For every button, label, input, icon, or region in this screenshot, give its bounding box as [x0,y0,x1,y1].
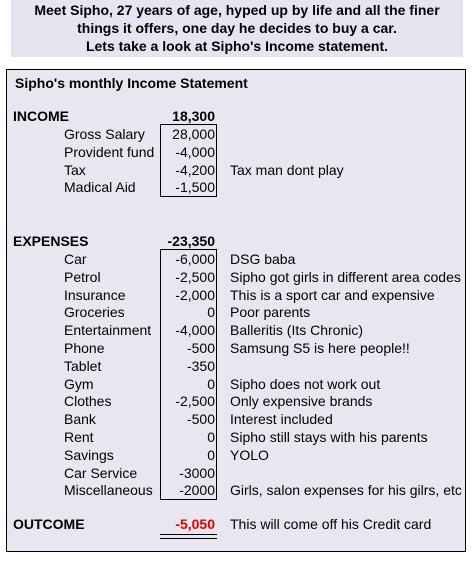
income-row-value: -4,000 [175,143,215,160]
expenses-row-comment: Only expensive brands [230,393,373,410]
expenses-row-value: -500 [186,340,215,356]
income-heading: INCOME [13,108,69,124]
expenses-row-value: -350 [186,357,215,374]
intro-line-2: things it offers, one day he decides to buy a car. [77,20,397,36]
income-row-value: 28,000 [172,126,215,142]
expenses-row-value: -500 [186,411,215,428]
intro-line-1: Meet Sipho, 27 years of age, hyped up by life and all the finer [34,2,440,18]
expenses-row-label: Miscellaneous [64,482,153,499]
expenses-row-value: -2,500 [175,393,215,410]
income-row-label: Gross Salary [64,126,145,142]
income-row-label: Tax [64,161,86,178]
expenses-row-value: 0 [207,446,215,463]
expenses-row-label: Groceries [64,304,125,321]
income-row-comment: Tax man dont play [230,161,344,178]
income-row-value: -1,500 [175,179,215,196]
expenses-row-value: -2000 [179,482,215,499]
outcome-comment: This will come off his Credit card [230,516,432,532]
expenses-row-label: Gym [64,375,94,392]
expenses-row-value: 0 [207,304,215,321]
expenses-row-value: -2,000 [175,286,215,303]
outcome-double-underline [160,534,217,539]
expenses-row-label: Entertainment [64,322,152,339]
expenses-row-comment: Balleritis (Its Chronic) [230,322,364,339]
income-statement-sheet [6,69,466,552]
expenses-row-comment: Sipho still stays with his parents [230,429,428,445]
expenses-row-comment: Samsung S5 is here people!! [230,340,410,356]
expenses-row-comment: Sipho got girls in different area codes [230,268,461,285]
income-row-label: Provident fund [64,143,155,160]
expenses-row-comment: Sipho does not work out [230,375,381,392]
expenses-row-label: Phone [64,340,105,356]
expenses-row-value: -4,000 [175,322,215,339]
expenses-row-comment: Poor parents [230,304,311,321]
expenses-row-label: Rent [64,429,94,445]
expenses-row-comment: DSG baba [230,251,296,267]
intro-banner [11,0,463,57]
outcome-value: -5,050 [175,516,215,532]
expenses-row-value: -3000 [179,464,215,481]
expenses-row-label: Insurance [64,286,126,303]
expenses-row-label: Car [64,251,87,267]
expenses-total: -23,350 [167,233,215,249]
expenses-row-label: Bank [64,411,96,428]
expenses-row-value: 0 [207,375,215,392]
expenses-row-label: Savings [64,446,114,463]
expenses-row-value: -6,000 [175,251,215,267]
intro-line-3: Lets take a look at Sipho's Income statement. [85,38,389,54]
expenses-row-label: Petrol [64,268,101,285]
expenses-row-label: Car Service [64,464,138,481]
outcome-label: OUTCOME [13,516,85,532]
expenses-row-comment: YOLO [230,446,269,463]
expenses-row-comment: Interest included [230,411,333,428]
expenses-row-label: Clothes [64,393,112,410]
income-row-label: Madical Aid [64,179,136,196]
expenses-row-comment: This is a sport car and expensive [230,286,435,303]
income-row-value: -4,200 [175,161,215,178]
expenses-heading: EXPENSES [13,233,89,249]
expenses-row-value: -2,500 [175,268,215,285]
income-total: 18,300 [172,108,215,124]
expenses-row-value: 0 [207,429,215,445]
statement-title: Sipho's monthly Income Statement [15,75,248,91]
expenses-row-label: Tablet [64,357,102,374]
expenses-row-comment: Girls, salon expenses for his gilrs, etc [230,482,462,499]
